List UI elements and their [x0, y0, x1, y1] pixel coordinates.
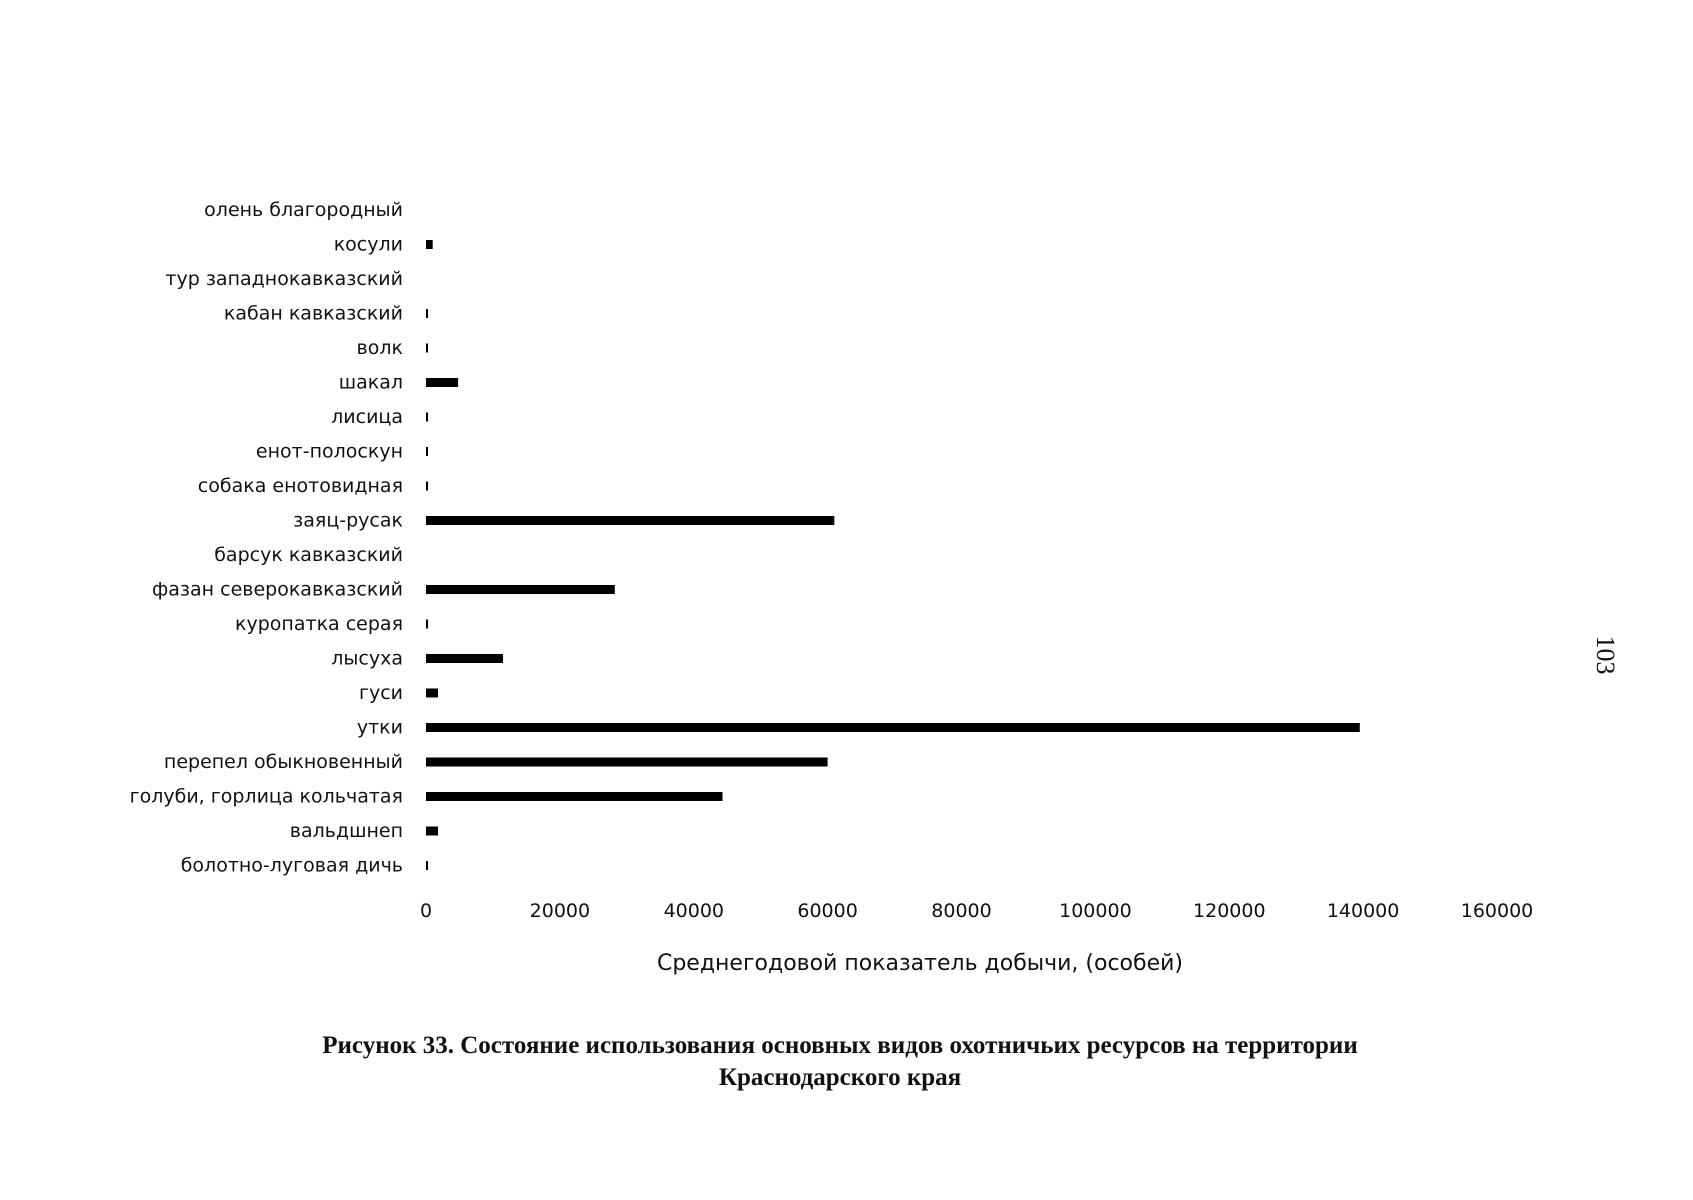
bar [426, 861, 428, 870]
category-label: собака енотовидная [197, 475, 403, 497]
bar [426, 447, 428, 456]
figure-caption-line-2: Краснодарского края [718, 1064, 962, 1091]
x-tick-label: 80000 [931, 900, 992, 922]
category-label: тур западнокавказский [165, 268, 403, 290]
category-labels [130, 199, 403, 877]
x-tick-label: 100000 [1059, 900, 1132, 922]
bar [426, 827, 438, 836]
category-label: голуби, горлица кольчатая [129, 785, 403, 808]
category-label: утки [356, 716, 403, 739]
category-label: барсук кавказский [214, 544, 403, 566]
category-label: вальдшнеп [289, 820, 403, 842]
category-label: косули [333, 233, 403, 256]
page-number: 103 [1591, 635, 1620, 675]
x-tick-label: 20000 [529, 900, 591, 922]
bar [426, 585, 615, 594]
category-label: кабан кавказский [223, 302, 403, 325]
category-label: волк [356, 337, 403, 359]
x-tick-label: 0 [419, 900, 433, 922]
category-label: фазан северокавказский [152, 578, 403, 601]
category-label: лисица [331, 406, 403, 428]
category-label: перепел обыкновенный [163, 751, 403, 773]
bar [426, 482, 428, 491]
bar [426, 516, 834, 525]
bar [426, 654, 503, 663]
bar [426, 723, 1360, 732]
bar [426, 792, 723, 801]
x-axis-title: Среднегодовой показатель добычи, (особей) [656, 951, 1184, 976]
category-label: лысуха [331, 647, 403, 670]
x-tick-label: 140000 [1326, 900, 1400, 922]
category-label: куропатка серая [235, 613, 403, 635]
bar [426, 309, 428, 318]
bar [426, 758, 828, 767]
bar [426, 344, 428, 353]
category-label: шакал [338, 371, 403, 394]
category-label: заяц-русак [293, 509, 403, 532]
category-label: енот-полоскун [255, 440, 403, 463]
category-label: гуси [358, 682, 403, 704]
category-label: болотно-луговая дичь [180, 854, 403, 877]
x-tick-label: 40000 [663, 900, 725, 922]
bar [426, 620, 428, 629]
bars [426, 240, 1360, 870]
figure-caption-line-1: Рисунок 33. Состояние использования основных видов охотничьих ресурсов на территории [322, 1032, 1358, 1059]
bar [426, 413, 428, 422]
bar [426, 240, 433, 249]
x-axis-ticks [420, 900, 1533, 922]
category-label: олень благородный [204, 199, 403, 221]
bar [426, 378, 458, 387]
x-tick-label: 160000 [1460, 900, 1534, 922]
x-tick-label: 60000 [797, 900, 858, 922]
bar [426, 689, 438, 698]
x-tick-label: 120000 [1193, 900, 1266, 922]
